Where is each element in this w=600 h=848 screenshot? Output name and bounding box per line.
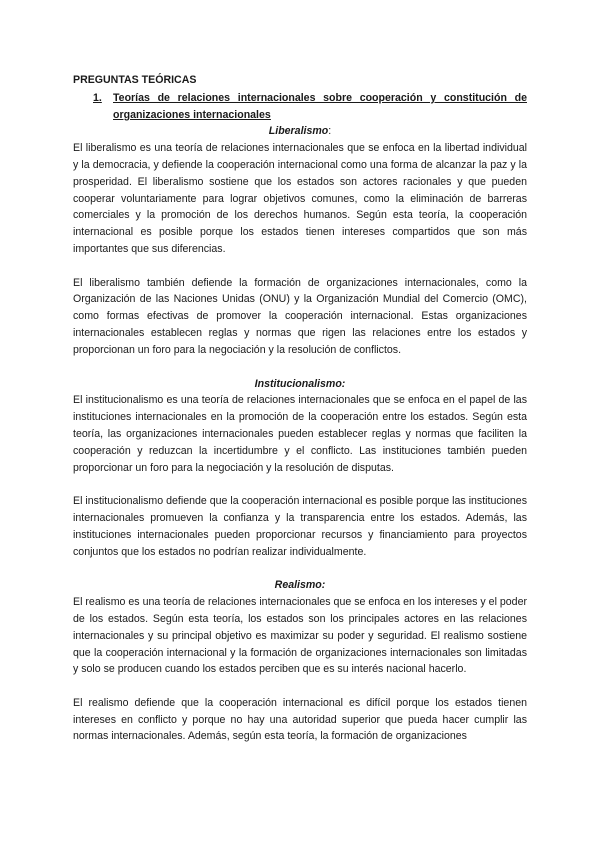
paragraph: El institucionalismo defiende que la cooperación internacional es posible porque las instituciones internacionales promueven la confianza y la transparencia entre los estados. Además, las instituciones internacionales pueden proporcionar recursos y financiamiento para proyectos conjuntos que los estados no podrían realizar individualmente. (73, 495, 527, 558)
section-title-colon: : (328, 125, 332, 138)
paragraph: El realismo es una teoría de relaciones internacionales que se enfoca en los intereses y el poder de los estados. Según esta teoría, los estados son los principales actores en las relaciones internacionales y su principal objetivo es maximizar su poder y seguridad. El realismo sostiene que la cooperación internacional y la formación de organizaciones internacionales son limitadas y solo se producen cuando los estados perciben que es su interés nacional hacerlo. (73, 596, 527, 676)
question-number: 1. (93, 91, 102, 104)
section-title-realismo: Realismo: (274, 579, 326, 592)
section-title-text: Liberalismo (268, 125, 329, 138)
paragraph: El liberalismo es una teoría de relaciones internacionales que se enfoca en la libertad individual y la democracia, y defiende la cooperación internacional como una forma de alcanzar la paz y la prosperidad. El liberalismo sostiene que los estados son actores racionales y que pueden cooperar voluntariamente para lograr objetivos comunes, como la eliminación de barreras comerciales y la promoción de los derechos humanos. Según esta teoría, la cooperación internacional es posible porque los estados tienen intereses compartidos que son más importantes que sus diferencias. (73, 142, 527, 255)
section-title-liberalismo (73, 123, 527, 140)
paragraph: El institucionalismo es una teoría de relaciones internacionales que se enfoca en el papel de las instituciones internacionales en la promoción de la cooperación entre los estados. Según esta teoría, las organizaciones internacionales pueden establecer reglas y normas que faciliten la cooperación y reduzcan la incertidumbre y el conflicto. Las instituciones también pueden proporcionar un foro para la negociación y la resolución de disputas. (73, 394, 527, 474)
question-text: Teorías de relaciones internacionales sobre cooperación y constitución de organizaciones internacionales (113, 91, 527, 121)
question-item (73, 90, 527, 124)
section-title-institucionalismo: Institucionalismo: (254, 377, 346, 390)
paragraph: El liberalismo también defiende la formación de organizaciones internacionales, como la Organización de las Naciones Unidas (ONU) y la Organización Mundial del Comercio (OMC), como formas efectivas de promover la cooperación internacional. Estas organizaciones internacionales establecen reglas y normas que rigen las relaciones entre los estados y proporcionan un foro para la negociación y la resolución de conflictos. (73, 276, 527, 356)
page-heading: PREGUNTAS TEÓRICAS (73, 74, 197, 86)
paragraph: El realismo defiende que la cooperación internacional es difícil porque los estados tienen intereses en conflicto y porque no hay una autoridad superior que pueda hacer cumplir las normas internacionales. Además, según esta teoría, la formación de organizaciones (73, 696, 527, 743)
